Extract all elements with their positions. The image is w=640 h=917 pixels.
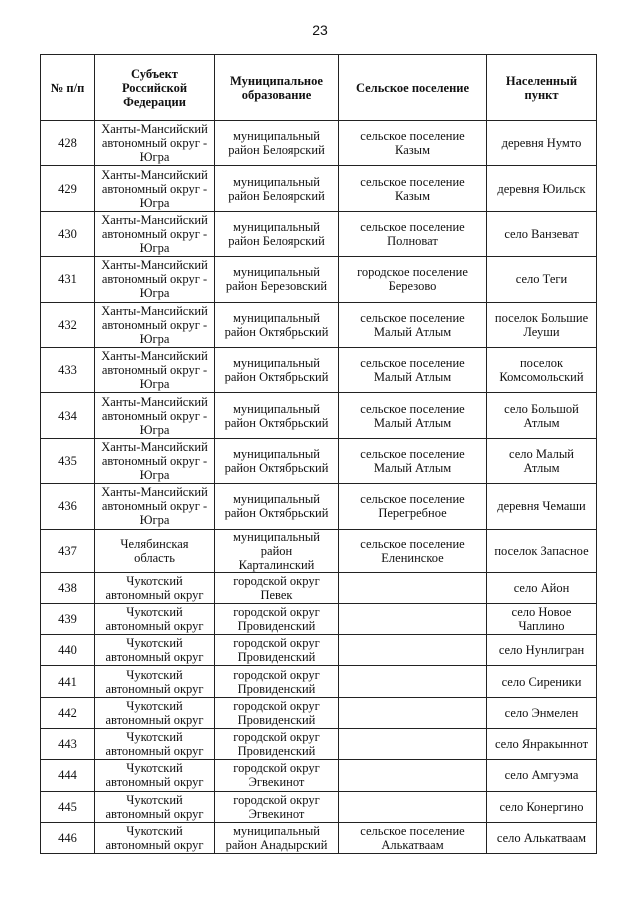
cell-line: Населенный [505,73,578,88]
cell-settlement [339,211,487,256]
cell-line: Перегребное [378,506,447,521]
cell-line: Ханты-Мансийский [101,485,208,500]
cell-line: муниципальный [233,356,320,371]
cell-line: Малый Атлым [373,324,452,339]
cell-line: муниципальный [233,401,320,416]
row-number: 432 [41,302,95,347]
cell-subject [95,121,215,166]
cell-municipality [215,822,339,853]
cell-locality [487,166,597,211]
cell-subject [95,347,215,392]
cell-locality [487,347,597,392]
cell-municipality [215,603,339,634]
table-row [41,729,597,760]
cell-line: поселок Большие [494,310,589,325]
cell-line: автономный округ [105,681,204,696]
cell-subject [95,257,215,302]
cell-line: село Сиреники [501,674,582,689]
cell-municipality [215,211,339,256]
cell-line: деревня Нумто [501,136,582,151]
table-row [41,166,597,211]
cell-line: Федерации [123,94,186,109]
cell-locality [487,729,597,760]
cell-locality [487,438,597,483]
cell-line: Карталинский [238,557,315,572]
cell-line: Югра [139,377,170,392]
table-row [41,791,597,822]
cell-line: Югра [139,286,170,301]
cell-settlement [339,697,487,728]
cell-municipality [215,697,339,728]
cell-line: автономный округ - [101,408,208,423]
cell-line: автономный округ [105,618,204,633]
cell-line: городской округ [233,573,320,588]
cell-locality [487,211,597,256]
cell-line: муниципальный [233,529,320,544]
cell-line: пункт [524,87,559,102]
cell-line: Российской [121,80,188,95]
table-row [41,438,597,483]
cell-line: Муниципальное [230,73,323,88]
cell-municipality [215,635,339,666]
cell-locality [487,666,597,697]
header-number [41,55,95,121]
cell-line: Провиденский [237,681,316,696]
cell-settlement [339,760,487,791]
cell-line: городской округ [233,761,320,776]
cell-line: автономный округ - [101,181,208,196]
cell-line: Казым [395,143,430,158]
cell-line: село Алькатваам [496,831,587,846]
cell-line: Чукотский [126,667,183,682]
cell-subject [95,603,215,634]
cell-municipality [215,729,339,760]
cell-line: муниципальный [233,129,320,144]
header-settlement [339,55,487,121]
cell-line: сельское поселение [360,174,465,189]
cell-line: автономный округ [105,806,204,821]
row-number: 443 [41,729,95,760]
cell-municipality [215,166,339,211]
cell-line: автономный округ [105,587,204,602]
cell-line: муниципальный [233,446,320,461]
cell-line: село Большой [504,401,579,416]
cell-locality [487,121,597,166]
row-number: 437 [41,529,95,572]
cell-locality [487,791,597,822]
cell-settlement [339,635,487,666]
cell-line: район Октябрьский [224,415,329,430]
cell-line: район Октябрьский [224,506,329,521]
row-number: 442 [41,697,95,728]
cell-municipality [215,484,339,529]
cell-line: село Ванзеват [504,226,579,241]
cell-line: село Конергино [499,799,584,814]
cell-line: Атлым [523,415,560,430]
cell-line: село Малый [509,446,574,461]
cell-municipality [215,347,339,392]
cell-subject [95,572,215,603]
table-header-row [41,55,597,121]
cell-subject [95,302,215,347]
cell-line: автономный округ [105,650,204,665]
header-municipality [215,55,339,121]
cell-line: Провиденский [237,712,316,727]
row-number: 430 [41,211,95,256]
cell-municipality [215,791,339,822]
cell-line: Челябинская [120,536,189,551]
cell-line: село Айон [513,580,570,595]
row-number: 444 [41,760,95,791]
cell-subject [95,635,215,666]
cell-line: сельское поселение [360,824,465,839]
cell-line: Сельское поселение [355,80,470,95]
cell-line: автономный округ - [101,499,208,514]
cell-line: Комсомольский [499,370,584,385]
table-row [41,635,597,666]
localities-table [40,54,597,854]
cell-line: автономный округ - [101,272,208,287]
cell-municipality [215,393,339,438]
cell-locality [487,484,597,529]
cell-line: сельское поселение [360,401,465,416]
cell-line: село Янракыннот [494,737,589,752]
cell-line: городской округ [233,730,320,745]
cell-line: автономный округ [105,712,204,727]
row-number: 446 [41,822,95,853]
table-row [41,529,597,572]
cell-locality [487,635,597,666]
cell-line: сельское поселение [360,492,465,507]
cell-settlement [339,302,487,347]
cell-locality [487,822,597,853]
cell-line: Югра [139,513,170,528]
cell-subject [95,697,215,728]
table-row [41,603,597,634]
table-row [41,393,597,438]
table-row [41,211,597,256]
cell-line: поселок [519,356,564,371]
cell-line: Чукотский [126,824,183,839]
cell-line: автономный округ - [101,317,208,332]
cell-line: Леуши [523,324,560,339]
cell-line: Певек [260,587,293,602]
cell-line: муниципальный [233,174,320,189]
cell-line: муниципальный [233,492,320,507]
table-row [41,484,597,529]
cell-line: область [134,550,175,565]
cell-line: Югра [139,422,170,437]
row-number: 435 [41,438,95,483]
cell-locality [487,302,597,347]
cell-subject [95,438,215,483]
cell-settlement [339,529,487,572]
cell-line: автономный округ - [101,136,208,151]
cell-subject [95,666,215,697]
cell-line: сельское поселение [360,129,465,144]
cell-line: сельское поселение [360,536,465,551]
row-number: 428 [41,121,95,166]
table-row [41,697,597,728]
cell-line: поселок Запасное [494,543,589,558]
cell-line: городской округ [233,698,320,713]
cell-subject [95,166,215,211]
cell-line: сельское поселение [360,356,465,371]
cell-line: Югра [139,331,170,346]
table-row [41,257,597,302]
cell-line: автономный округ - [101,363,208,378]
cell-locality [487,572,597,603]
cell-line: сельское поселение [360,219,465,234]
cell-line: городской округ [233,667,320,682]
cell-settlement [339,822,487,853]
cell-line: Чаплино [518,618,565,633]
cell-line: Чукотский [126,636,183,651]
cell-line: образование [241,87,312,102]
header-subject [95,55,215,121]
cell-settlement [339,729,487,760]
cell-subject [95,393,215,438]
cell-subject [95,529,215,572]
cell-line: № п/п [50,80,85,95]
cell-line: деревня Юильск [497,181,586,196]
cell-line: городской округ [233,636,320,651]
cell-line: Ханты-Мансийский [101,394,208,409]
row-number: 440 [41,635,95,666]
cell-line: городской округ [233,792,320,807]
row-number: 438 [41,572,95,603]
cell-line: Атлым [523,460,560,475]
cell-settlement [339,666,487,697]
cell-line: автономный округ [105,838,204,853]
cell-line: Провиденский [237,618,316,633]
cell-line: район Анадырский [225,838,328,853]
cell-line: село Новое [511,604,572,619]
cell-line: Югра [139,240,170,255]
cell-subject [95,211,215,256]
cell-line: район Березовский [225,279,328,294]
cell-settlement [339,791,487,822]
cell-locality [487,393,597,438]
cell-line: Чукотский [126,761,183,776]
cell-settlement [339,121,487,166]
cell-line: Еленинское [381,550,444,565]
cell-municipality [215,302,339,347]
cell-settlement [339,572,487,603]
cell-line: район Белоярский [228,143,325,158]
cell-line: район Октябрьский [224,324,329,339]
row-number: 441 [41,666,95,697]
cell-line: Югра [139,467,170,482]
cell-line: муниципальный [233,219,320,234]
cell-subject [95,791,215,822]
cell-line: Югра [139,150,170,165]
cell-line: Ханты-Мансийский [101,258,208,273]
cell-line: село Нунлигран [498,643,585,658]
row-number: 433 [41,347,95,392]
header-locality [487,55,597,121]
cell-line: Алькатваам [381,838,444,853]
cell-line: Эгвекинот [248,775,305,790]
cell-locality [487,529,597,572]
cell-line: Ханты-Мансийский [101,349,208,364]
cell-line: район [260,543,293,558]
cell-locality [487,697,597,728]
cell-subject [95,760,215,791]
cell-line: Казым [395,188,430,203]
cell-line: Ханты-Мансийский [101,212,208,227]
cell-line: село Энмелен [504,705,579,720]
cell-line: район Белоярский [228,188,325,203]
cell-settlement [339,438,487,483]
cell-settlement [339,166,487,211]
cell-line: Ханты-Мансийский [101,439,208,454]
table-row [41,302,597,347]
row-number: 431 [41,257,95,302]
cell-line: Ханты-Мансийский [101,303,208,318]
cell-locality [487,760,597,791]
cell-line: село Теги [515,272,568,287]
cell-line: район Октябрьский [224,460,329,475]
cell-line: Чукотский [126,730,183,745]
table-row [41,347,597,392]
cell-line: Чукотский [126,698,183,713]
cell-line: Малый Атлым [373,370,452,385]
cell-municipality [215,438,339,483]
cell-line: автономный округ - [101,226,208,241]
cell-line: Югра [139,195,170,210]
cell-line: район Октябрьский [224,370,329,385]
table-row [41,822,597,853]
cell-line: Малый Атлым [373,460,452,475]
cell-line: Полноват [387,233,438,248]
cell-line: село Амгуэма [504,768,579,783]
cell-line: муниципальный [233,824,320,839]
row-number: 429 [41,166,95,211]
row-number: 436 [41,484,95,529]
cell-line: автономный округ [105,744,204,759]
cell-subject [95,822,215,853]
cell-line: Субъект [131,66,178,81]
cell-settlement [339,484,487,529]
cell-settlement [339,603,487,634]
cell-line: автономный округ [105,775,204,790]
row-number: 439 [41,603,95,634]
cell-municipality [215,572,339,603]
cell-subject [95,484,215,529]
row-number: 445 [41,791,95,822]
cell-subject [95,729,215,760]
cell-settlement [339,393,487,438]
cell-municipality [215,121,339,166]
cell-settlement [339,347,487,392]
cell-line: Чукотский [126,573,183,588]
cell-line: городское поселение [357,265,468,280]
table-row [41,760,597,791]
cell-line: муниципальный [233,310,320,325]
row-number: 434 [41,393,95,438]
table-row [41,121,597,166]
cell-line: Ханты-Мансийский [101,167,208,182]
cell-settlement [339,257,487,302]
cell-line: Провиденский [237,744,316,759]
cell-line: Ханты-Мансийский [101,122,208,137]
cell-line: Малый Атлым [373,415,452,430]
cell-municipality [215,529,339,572]
cell-municipality [215,666,339,697]
table-row [41,572,597,603]
cell-line: сельское поселение [360,446,465,461]
cell-locality [487,257,597,302]
cell-municipality [215,760,339,791]
cell-line: деревня Чемаши [497,499,586,514]
page-number: 23 [312,22,328,38]
cell-line: Эгвекинот [248,806,305,821]
cell-line: Провиденский [237,650,316,665]
cell-line: Березово [388,279,437,294]
cell-line: Чукотский [126,604,183,619]
cell-line: автономный округ - [101,453,208,468]
table-row [41,666,597,697]
cell-line: муниципальный [233,265,320,280]
cell-line: сельское поселение [360,310,465,325]
cell-locality [487,603,597,634]
cell-line: городской округ [233,604,320,619]
table-body [41,121,597,854]
cell-line: район Белоярский [228,233,325,248]
cell-municipality [215,257,339,302]
cell-line: Чукотский [126,792,183,807]
